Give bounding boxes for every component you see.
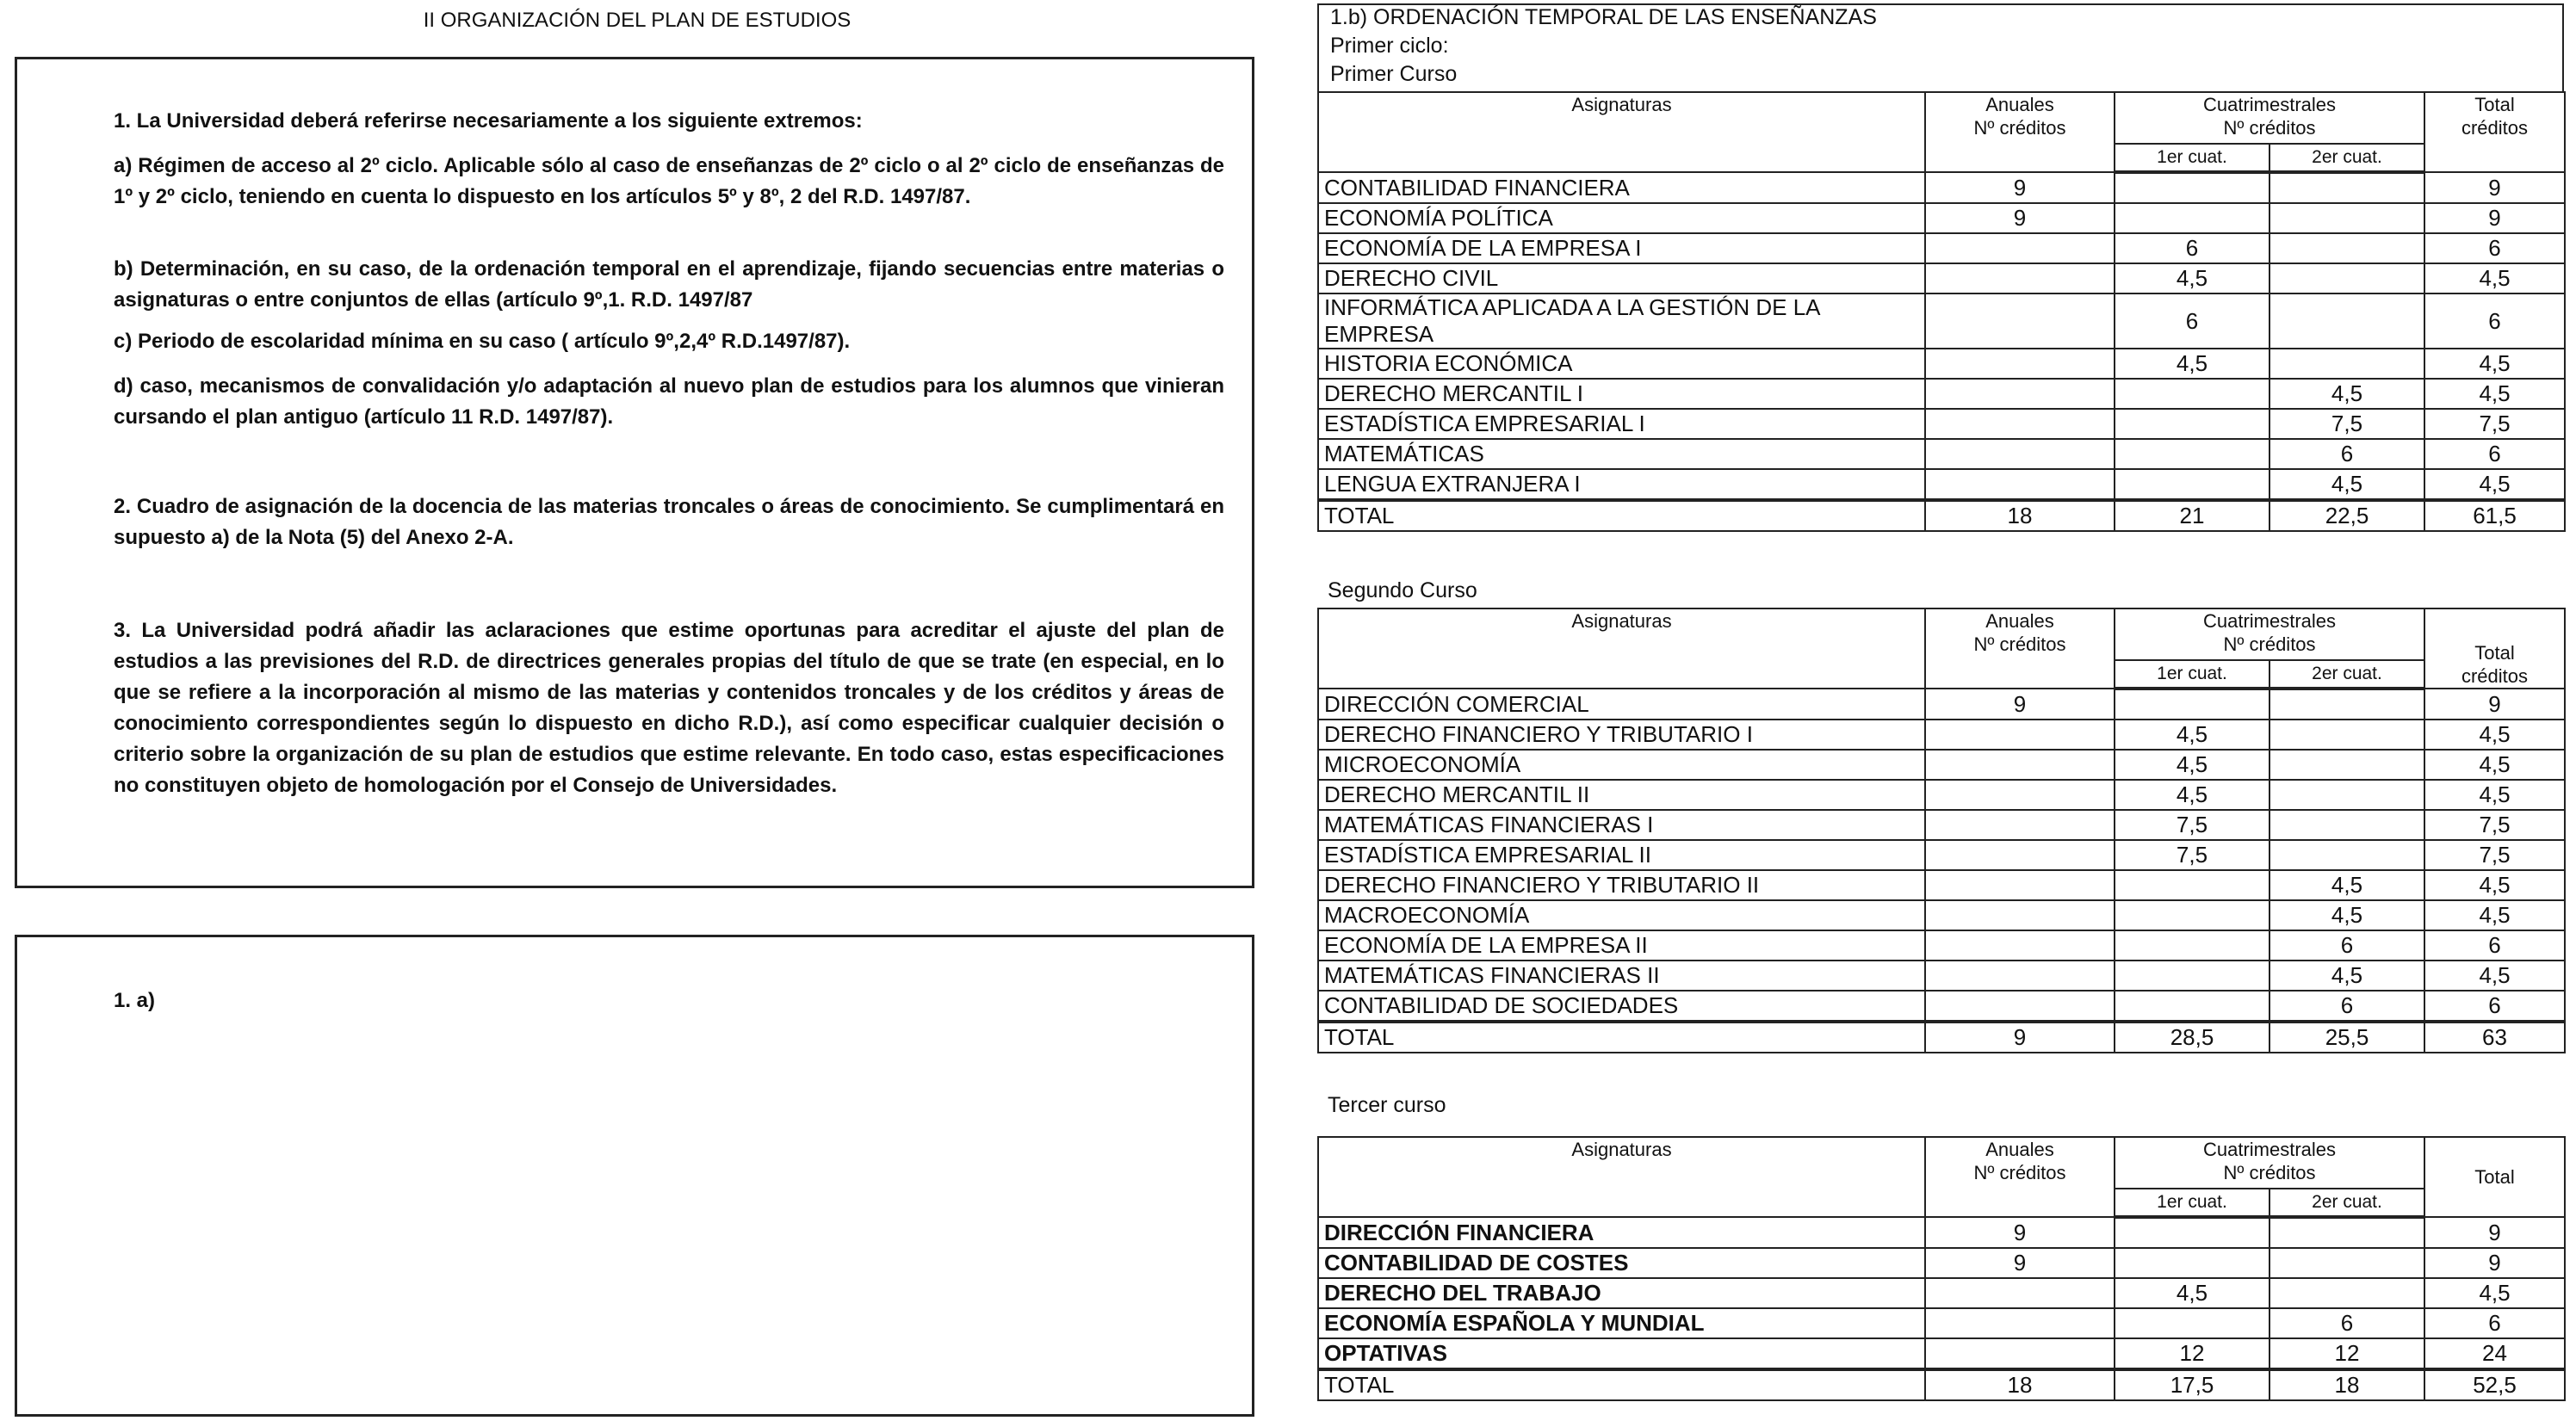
table-row [1318, 961, 2565, 991]
cell-anuales [1925, 780, 2115, 810]
page-title: II ORGANIZACIÓN DEL PLAN DE ESTUDIOS [423, 9, 851, 32]
cell-total: 4,5 [2424, 750, 2565, 780]
cell-total: 9 [2424, 1248, 2565, 1278]
cell-cuat2 [2269, 810, 2424, 840]
col-header-cuat2: 2er cuat. [2269, 1189, 2424, 1217]
cell-cuat2: 6 [2269, 1308, 2424, 1338]
cell-cuat1: 4,5 [2115, 720, 2269, 750]
cell-anuales [1925, 720, 2115, 750]
subject-name: OPTATIVAS [1318, 1338, 1925, 1369]
cell-anuales [1925, 961, 2115, 991]
cell-anuales [1925, 750, 2115, 780]
cell-anuales [1925, 870, 2115, 900]
col-header-cuatrimestrales: Cuatrimestrales Nº créditos [2115, 92, 2424, 144]
cell-cuat1 [2115, 409, 2269, 439]
cell-anuales [1925, 810, 2115, 840]
subject-name: LENGUA EXTRANJERA I [1318, 469, 1925, 500]
cell-total: 9 [2424, 1217, 2565, 1248]
subject-name: TOTAL [1318, 1022, 1925, 1053]
cell-cuat2 [2269, 349, 2424, 379]
cell-total: 4,5 [2424, 263, 2565, 293]
cell-anuales [1925, 409, 2115, 439]
subject-name: ECONOMÍA ESPAÑOLA Y MUNDIAL [1318, 1308, 1925, 1338]
cell-total: 4,5 [2424, 780, 2565, 810]
course2-label: Segundo Curso [1328, 578, 1477, 602]
cell-cuat2: 6 [2269, 991, 2424, 1022]
col-header-cuat1: 1er cuat. [2115, 660, 2269, 689]
cell-anuales [1925, 1338, 2115, 1369]
table-row [1318, 930, 2565, 961]
cell-anuales [1925, 349, 2115, 379]
cell-cuat1 [2115, 961, 2269, 991]
instruction-1a: a) Régimen de acceso al 2º ciclo. Aplicable sólo al caso de enseñanzas de 2º ciclo o al 2º ciclo de enseñanzas de 1º y 2º ciclo, teniendo en cuenta lo dispuesto en los artículos 5º y 8º, 2 del R.D. 1497/87. [114, 154, 1224, 208]
table-row [1318, 379, 2565, 409]
cell-anuales: 9 [1925, 1217, 2115, 1248]
cell-cuat2: 4,5 [2269, 961, 2424, 991]
cell-total: 7,5 [2424, 840, 2565, 870]
cell-cuat1 [2115, 991, 2269, 1022]
cell-cuat1 [2115, 870, 2269, 900]
subject-name: DIRECCIÓN COMERCIAL [1318, 689, 1925, 720]
cell-cuat2: 7,5 [2269, 409, 2424, 439]
cell-cuat2 [2269, 293, 2424, 349]
cell-cuat2: 25,5 [2269, 1022, 2424, 1053]
cell-cuat2: 12 [2269, 1338, 2424, 1369]
cell-total: 63 [2424, 1022, 2565, 1053]
table-row [1318, 1248, 2565, 1278]
col-header-total: Total [2424, 1137, 2565, 1217]
table-row [1318, 840, 2565, 870]
cell-cuat1: 4,5 [2115, 349, 2269, 379]
cell-anuales [1925, 1308, 2115, 1338]
cell-total: 6 [2424, 1308, 2565, 1338]
cell-cuat1 [2115, 203, 2269, 233]
answer-box [15, 935, 1254, 1417]
cell-cuat2 [2269, 233, 2424, 263]
subject-name: MACROECONOMÍA [1318, 900, 1925, 930]
cell-cuat1: 4,5 [2115, 780, 2269, 810]
table-row [1318, 1338, 2565, 1369]
cell-total: 9 [2424, 172, 2565, 203]
table-row [1318, 263, 2565, 293]
course3-table [1317, 1136, 2566, 1401]
cell-anuales: 18 [1925, 1369, 2115, 1400]
cell-cuat1 [2115, 1308, 2269, 1338]
table-row [1318, 469, 2565, 500]
subject-name: DERECHO MERCANTIL I [1318, 379, 1925, 409]
cell-cuat1: 6 [2115, 293, 2269, 349]
instruction-1b: b) Determinación, en su caso, de la ordenación temporal en el aprendizaje, fijando secuencias entre materias o asignaturas o entre conjuntos de ellas (artículo 9º,1. R.D. 1497/87 [114, 257, 1224, 312]
subject-name: MATEMÁTICAS [1318, 439, 1925, 469]
table-row [1318, 439, 2565, 469]
col-header-asignaturas: Asignaturas [1318, 92, 1925, 172]
cell-anuales: 9 [1925, 172, 2115, 203]
table-row [1318, 349, 2565, 379]
instruction-1: 1. La Universidad deberá referirse necesariamente a los siguiente extremos: [114, 109, 863, 133]
cell-cuat2 [2269, 1248, 2424, 1278]
cell-anuales [1925, 930, 2115, 961]
cell-anuales: 9 [1925, 203, 2115, 233]
cell-cuat1 [2115, 689, 2269, 720]
subject-name: ESTADÍSTICA EMPRESARIAL I [1318, 409, 1925, 439]
col-header-cuatrimestrales: Cuatrimestrales Nº créditos [2115, 608, 2424, 660]
cell-total: 4,5 [2424, 1278, 2565, 1308]
subject-name: DERECHO CIVIL [1318, 263, 1925, 293]
table-row [1318, 172, 2565, 203]
table-row [1318, 750, 2565, 780]
cycle-label: Primer ciclo: [1330, 34, 1449, 58]
table-row [1318, 409, 2565, 439]
cell-total: 4,5 [2424, 900, 2565, 930]
course2-table [1317, 608, 2566, 1053]
cell-total: 6 [2424, 293, 2565, 349]
cell-total: 24 [2424, 1338, 2565, 1369]
cell-total: 9 [2424, 689, 2565, 720]
cell-cuat2: 4,5 [2269, 469, 2424, 500]
cell-anuales [1925, 233, 2115, 263]
cell-anuales [1925, 439, 2115, 469]
cell-cuat2 [2269, 780, 2424, 810]
cell-total: 52,5 [2424, 1369, 2565, 1400]
cell-cuat1 [2115, 439, 2269, 469]
table-row [1318, 293, 2565, 349]
cell-cuat2 [2269, 1217, 2424, 1248]
cell-anuales: 9 [1925, 1022, 2115, 1053]
subject-name: ECONOMÍA POLÍTICA [1318, 203, 1925, 233]
cell-total: 7,5 [2424, 409, 2565, 439]
cell-cuat2 [2269, 750, 2424, 780]
cell-total: 4,5 [2424, 961, 2565, 991]
cell-cuat1 [2115, 379, 2269, 409]
subject-name: CONTABILIDAD DE COSTES [1318, 1248, 1925, 1278]
cell-cuat1: 7,5 [2115, 840, 2269, 870]
cell-total: 61,5 [2424, 500, 2565, 531]
total-row [1318, 1369, 2565, 1400]
instructions-box [15, 57, 1254, 888]
cell-anuales [1925, 840, 2115, 870]
cell-anuales: 18 [1925, 500, 2115, 531]
section-title: 1.b) ORDENACIÓN TEMPORAL DE LAS ENSEÑANZAS [1330, 5, 1877, 29]
cell-cuat1 [2115, 172, 2269, 203]
cell-cuat1 [2115, 1217, 2269, 1248]
cell-cuat2: 22,5 [2269, 500, 2424, 531]
col-header-total: Total créditos [2424, 92, 2565, 172]
cell-cuat2 [2269, 172, 2424, 203]
subject-name: ESTADÍSTICA EMPRESARIAL II [1318, 840, 1925, 870]
subject-name: MATEMÁTICAS FINANCIERAS II [1318, 961, 1925, 991]
subject-name: TOTAL [1318, 1369, 1925, 1400]
cell-cuat2 [2269, 840, 2424, 870]
col-header-cuat2: 2er cuat. [2269, 660, 2424, 689]
subject-name: DERECHO MERCANTIL II [1318, 780, 1925, 810]
table-row [1318, 689, 2565, 720]
col-header-anuales: Anuales Nº créditos [1925, 92, 2115, 172]
cell-anuales [1925, 263, 2115, 293]
cell-cuat2 [2269, 1278, 2424, 1308]
subject-name: ECONOMÍA DE LA EMPRESA II [1318, 930, 1925, 961]
subject-name: DERECHO DEL TRABAJO [1318, 1278, 1925, 1308]
cell-cuat2: 6 [2269, 439, 2424, 469]
total-row [1318, 500, 2565, 531]
cell-total: 4,5 [2424, 720, 2565, 750]
course1-table [1317, 91, 2566, 532]
cell-cuat1: 17,5 [2115, 1369, 2269, 1400]
cell-anuales [1925, 900, 2115, 930]
cell-cuat1: 4,5 [2115, 1278, 2269, 1308]
subject-name: DIRECCIÓN FINANCIERA [1318, 1217, 1925, 1248]
subject-name: DERECHO FINANCIERO Y TRIBUTARIO II [1318, 870, 1925, 900]
cell-cuat2 [2269, 263, 2424, 293]
total-row [1318, 1022, 2565, 1053]
table-row [1318, 810, 2565, 840]
course3-label: Tercer curso [1328, 1093, 1446, 1117]
cell-total: 4,5 [2424, 379, 2565, 409]
col-header-total: Total créditos [2424, 608, 2565, 689]
cell-total: 4,5 [2424, 870, 2565, 900]
cell-total: 6 [2424, 439, 2565, 469]
cell-anuales [1925, 1278, 2115, 1308]
subject-name: MICROECONOMÍA [1318, 750, 1925, 780]
cell-cuat1 [2115, 1248, 2269, 1278]
cell-cuat1: 6 [2115, 233, 2269, 263]
subject-name: ECONOMÍA DE LA EMPRESA I [1318, 233, 1925, 263]
table-row [1318, 780, 2565, 810]
col-header-cuat1: 1er cuat. [2115, 1189, 2269, 1217]
cell-cuat2: 4,5 [2269, 870, 2424, 900]
cell-cuat1: 4,5 [2115, 750, 2269, 780]
instruction-2: 2. Cuadro de asignación de la docencia de las materias troncales o áreas de conocimiento. Se cumplimentará en supuesto a) de la Nota (5) del Anexo 2-A. [114, 495, 1224, 549]
subject-name: TOTAL [1318, 500, 1925, 531]
subject-name: HISTORIA ECONÓMICA [1318, 349, 1925, 379]
cell-cuat2 [2269, 689, 2424, 720]
cell-anuales [1925, 293, 2115, 349]
cell-anuales: 9 [1925, 689, 2115, 720]
cell-cuat2: 4,5 [2269, 379, 2424, 409]
cell-anuales [1925, 379, 2115, 409]
cell-cuat1: 21 [2115, 500, 2269, 531]
answer-1a-label: 1. a) [114, 989, 156, 1012]
cell-total: 9 [2424, 203, 2565, 233]
table-row [1318, 991, 2565, 1022]
cell-anuales [1925, 991, 2115, 1022]
cell-cuat1: 12 [2115, 1338, 2269, 1369]
table-row [1318, 203, 2565, 233]
cell-cuat1: 7,5 [2115, 810, 2269, 840]
cell-cuat1: 4,5 [2115, 263, 2269, 293]
cell-cuat1 [2115, 469, 2269, 500]
cell-total: 7,5 [2424, 810, 2565, 840]
course1-label: Primer Curso [1330, 62, 1458, 86]
table-row [1318, 720, 2565, 750]
col-header-anuales: Anuales Nº créditos [1925, 1137, 2115, 1217]
cell-cuat1: 28,5 [2115, 1022, 2269, 1053]
cell-total: 4,5 [2424, 349, 2565, 379]
cell-anuales [1925, 469, 2115, 500]
cell-cuat2 [2269, 203, 2424, 233]
cell-cuat1 [2115, 930, 2269, 961]
col-header-asignaturas: Asignaturas [1318, 608, 1925, 689]
section-header [1330, 3, 1877, 89]
table-row [1318, 900, 2565, 930]
table-row [1318, 1278, 2565, 1308]
subject-name: DERECHO FINANCIERO Y TRIBUTARIO I [1318, 720, 1925, 750]
col-header-asignaturas: Asignaturas [1318, 1137, 1925, 1217]
col-header-cuatrimestrales: Cuatrimestrales Nº créditos [2115, 1137, 2424, 1189]
subject-name: CONTABILIDAD DE SOCIEDADES [1318, 991, 1925, 1022]
cell-cuat2: 18 [2269, 1369, 2424, 1400]
instruction-1c: c) Periodo de escolaridad mínima en su caso ( artículo 9º,2,4º R.D.1497/87). [114, 330, 851, 353]
table-row [1318, 1308, 2565, 1338]
cell-cuat1 [2115, 900, 2269, 930]
subject-name: INFORMÁTICA APLICADA A LA GESTIÓN DE LA EMPRESA [1318, 293, 1925, 349]
cell-total: 6 [2424, 930, 2565, 961]
instruction-3: 3. La Universidad podrá añadir las aclaraciones que estime oportunas para acreditar el ajuste del plan de estudios a las previsiones del R.D. de directrices generales propias del título de que se trate (en especial, en lo que se refiere a la incorporación al mismo de las materias y contenidos troncales y de los créditos y áreas de conocimiento correspondientes según lo dispuesto en dicho R.D.), así como especificar cualquier decisión o criterio sobre la organización de su plan de estudios que estime relevante. En todo caso, estas especificaciones no constituyen objeto de homologación por el Consejo de Universidades. [114, 619, 1224, 797]
col-header-cuat1: 1er cuat. [2115, 144, 2269, 172]
cell-cuat2 [2269, 720, 2424, 750]
cell-total: 6 [2424, 991, 2565, 1022]
cell-cuat2: 4,5 [2269, 900, 2424, 930]
table-row [1318, 233, 2565, 263]
cell-anuales: 9 [1925, 1248, 2115, 1278]
cell-total: 4,5 [2424, 469, 2565, 500]
col-header-anuales: Anuales Nº créditos [1925, 608, 2115, 689]
cell-total: 6 [2424, 233, 2565, 263]
table-row [1318, 870, 2565, 900]
subject-name: MATEMÁTICAS FINANCIERAS I [1318, 810, 1925, 840]
subject-name: CONTABILIDAD FINANCIERA [1318, 172, 1925, 203]
cell-cuat2: 6 [2269, 930, 2424, 961]
instruction-1d: d) caso, mecanismos de convalidación y/o adaptación al nuevo plan de estudios para los alumnos que vinieran cursando el plan antiguo (artículo 11 R.D. 1497/87). [114, 374, 1224, 429]
table-row [1318, 1217, 2565, 1248]
col-header-cuat2: 2er cuat. [2269, 144, 2424, 172]
